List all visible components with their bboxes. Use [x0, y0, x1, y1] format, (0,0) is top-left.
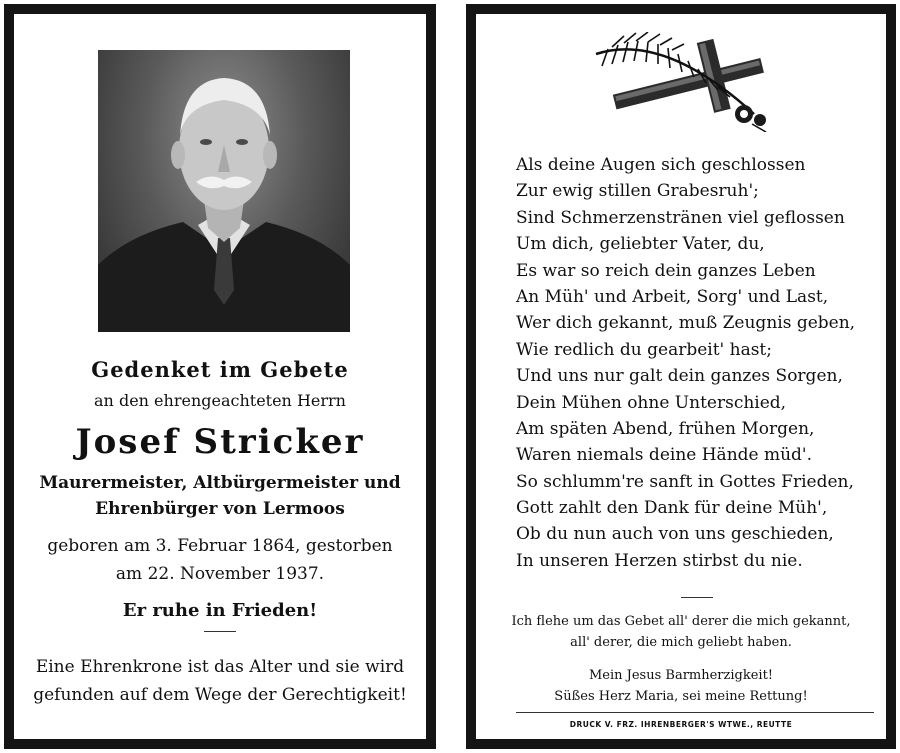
- poem-line: In unseren Herzen stirbst du nie.: [516, 550, 803, 571]
- poem-line: Am späten Abend, frühen Morgen,: [516, 418, 815, 439]
- prayer-line2: all' derer, die mich geliebt haben.: [570, 635, 792, 650]
- invocation-line1: Mein Jesus Barmherzigkeit!: [588, 668, 774, 683]
- memorial-poem: [516, 152, 876, 574]
- invocation-line2: Süßes Herz Maria, sei meine Rettung!: [554, 689, 808, 704]
- poem-line: Wie redlich du gearbeit' hast;: [516, 339, 772, 360]
- cross-with-palm-icon: [594, 32, 784, 136]
- memorial-intro: an den ehrengeachteten Herrn: [94, 391, 346, 410]
- life-dates-line2: am 22. November 1937.: [115, 564, 325, 584]
- verse-line1: Eine Ehrenkrone ist das Alter und sie wird: [35, 657, 405, 677]
- poem-line: Als deine Augen sich geschlossen: [516, 155, 806, 175]
- poem-line: An Müh' und Arbeit, Sorg' und Last,: [516, 286, 829, 307]
- poem-line: Es war so reich dein ganzes Leben: [516, 260, 816, 281]
- right-card: [466, 4, 896, 749]
- poem-line: Wer dich gekannt, muß Zeugnis geben,: [516, 313, 856, 334]
- poem-line: Dein Mühen ohne Unterschied,: [516, 392, 787, 413]
- divider: [681, 597, 713, 598]
- printer-imprint: DRUCK V. FRZ. IHRENBERGER'S WTWE., REUTTE: [569, 720, 793, 729]
- poem-line: Gott zahlt den Dank für deine Müh',: [516, 498, 828, 519]
- printer-rule: [516, 712, 874, 713]
- poem-line: Waren niemals deine Hände müd'.: [516, 445, 813, 466]
- poem-line: Zur ewig stillen Grabesruh';: [516, 181, 759, 202]
- deceased-title-line2: Ehrenbürger von Lermoos: [95, 499, 345, 519]
- poem-line: Um dich, geliebter Vater, du,: [516, 234, 765, 255]
- poem-line: So schlumm're sanft in Gottes Frieden,: [516, 471, 854, 492]
- prayer-line1: Ich flehe um das Gebet all' derer die mich gekannt,: [511, 614, 851, 629]
- poem-line: Sind Schmerzenstränen viel geflossen: [516, 207, 845, 228]
- portrait-photo: [98, 50, 350, 332]
- poem-line: Und uns nur galt dein ganzes Sorgen,: [516, 366, 843, 387]
- rest-in-peace: Er ruhe in Frieden!: [122, 600, 318, 621]
- deceased-name: Josef Stricker: [75, 422, 365, 462]
- memorial-heading: Gedenket im Gebete: [91, 357, 349, 382]
- divider: [204, 631, 236, 632]
- deceased-title-line1: Maurermeister, Altbürgermeister und: [39, 473, 401, 493]
- poem-line: Ob du nun auch von uns geschieden,: [516, 524, 834, 545]
- verse-line2: gefunden auf dem Wege der Gerechtigkeit!: [33, 685, 407, 705]
- left-card: [4, 4, 436, 749]
- life-dates-line1: geboren am 3. Februar 1864, gestorben: [47, 536, 393, 556]
